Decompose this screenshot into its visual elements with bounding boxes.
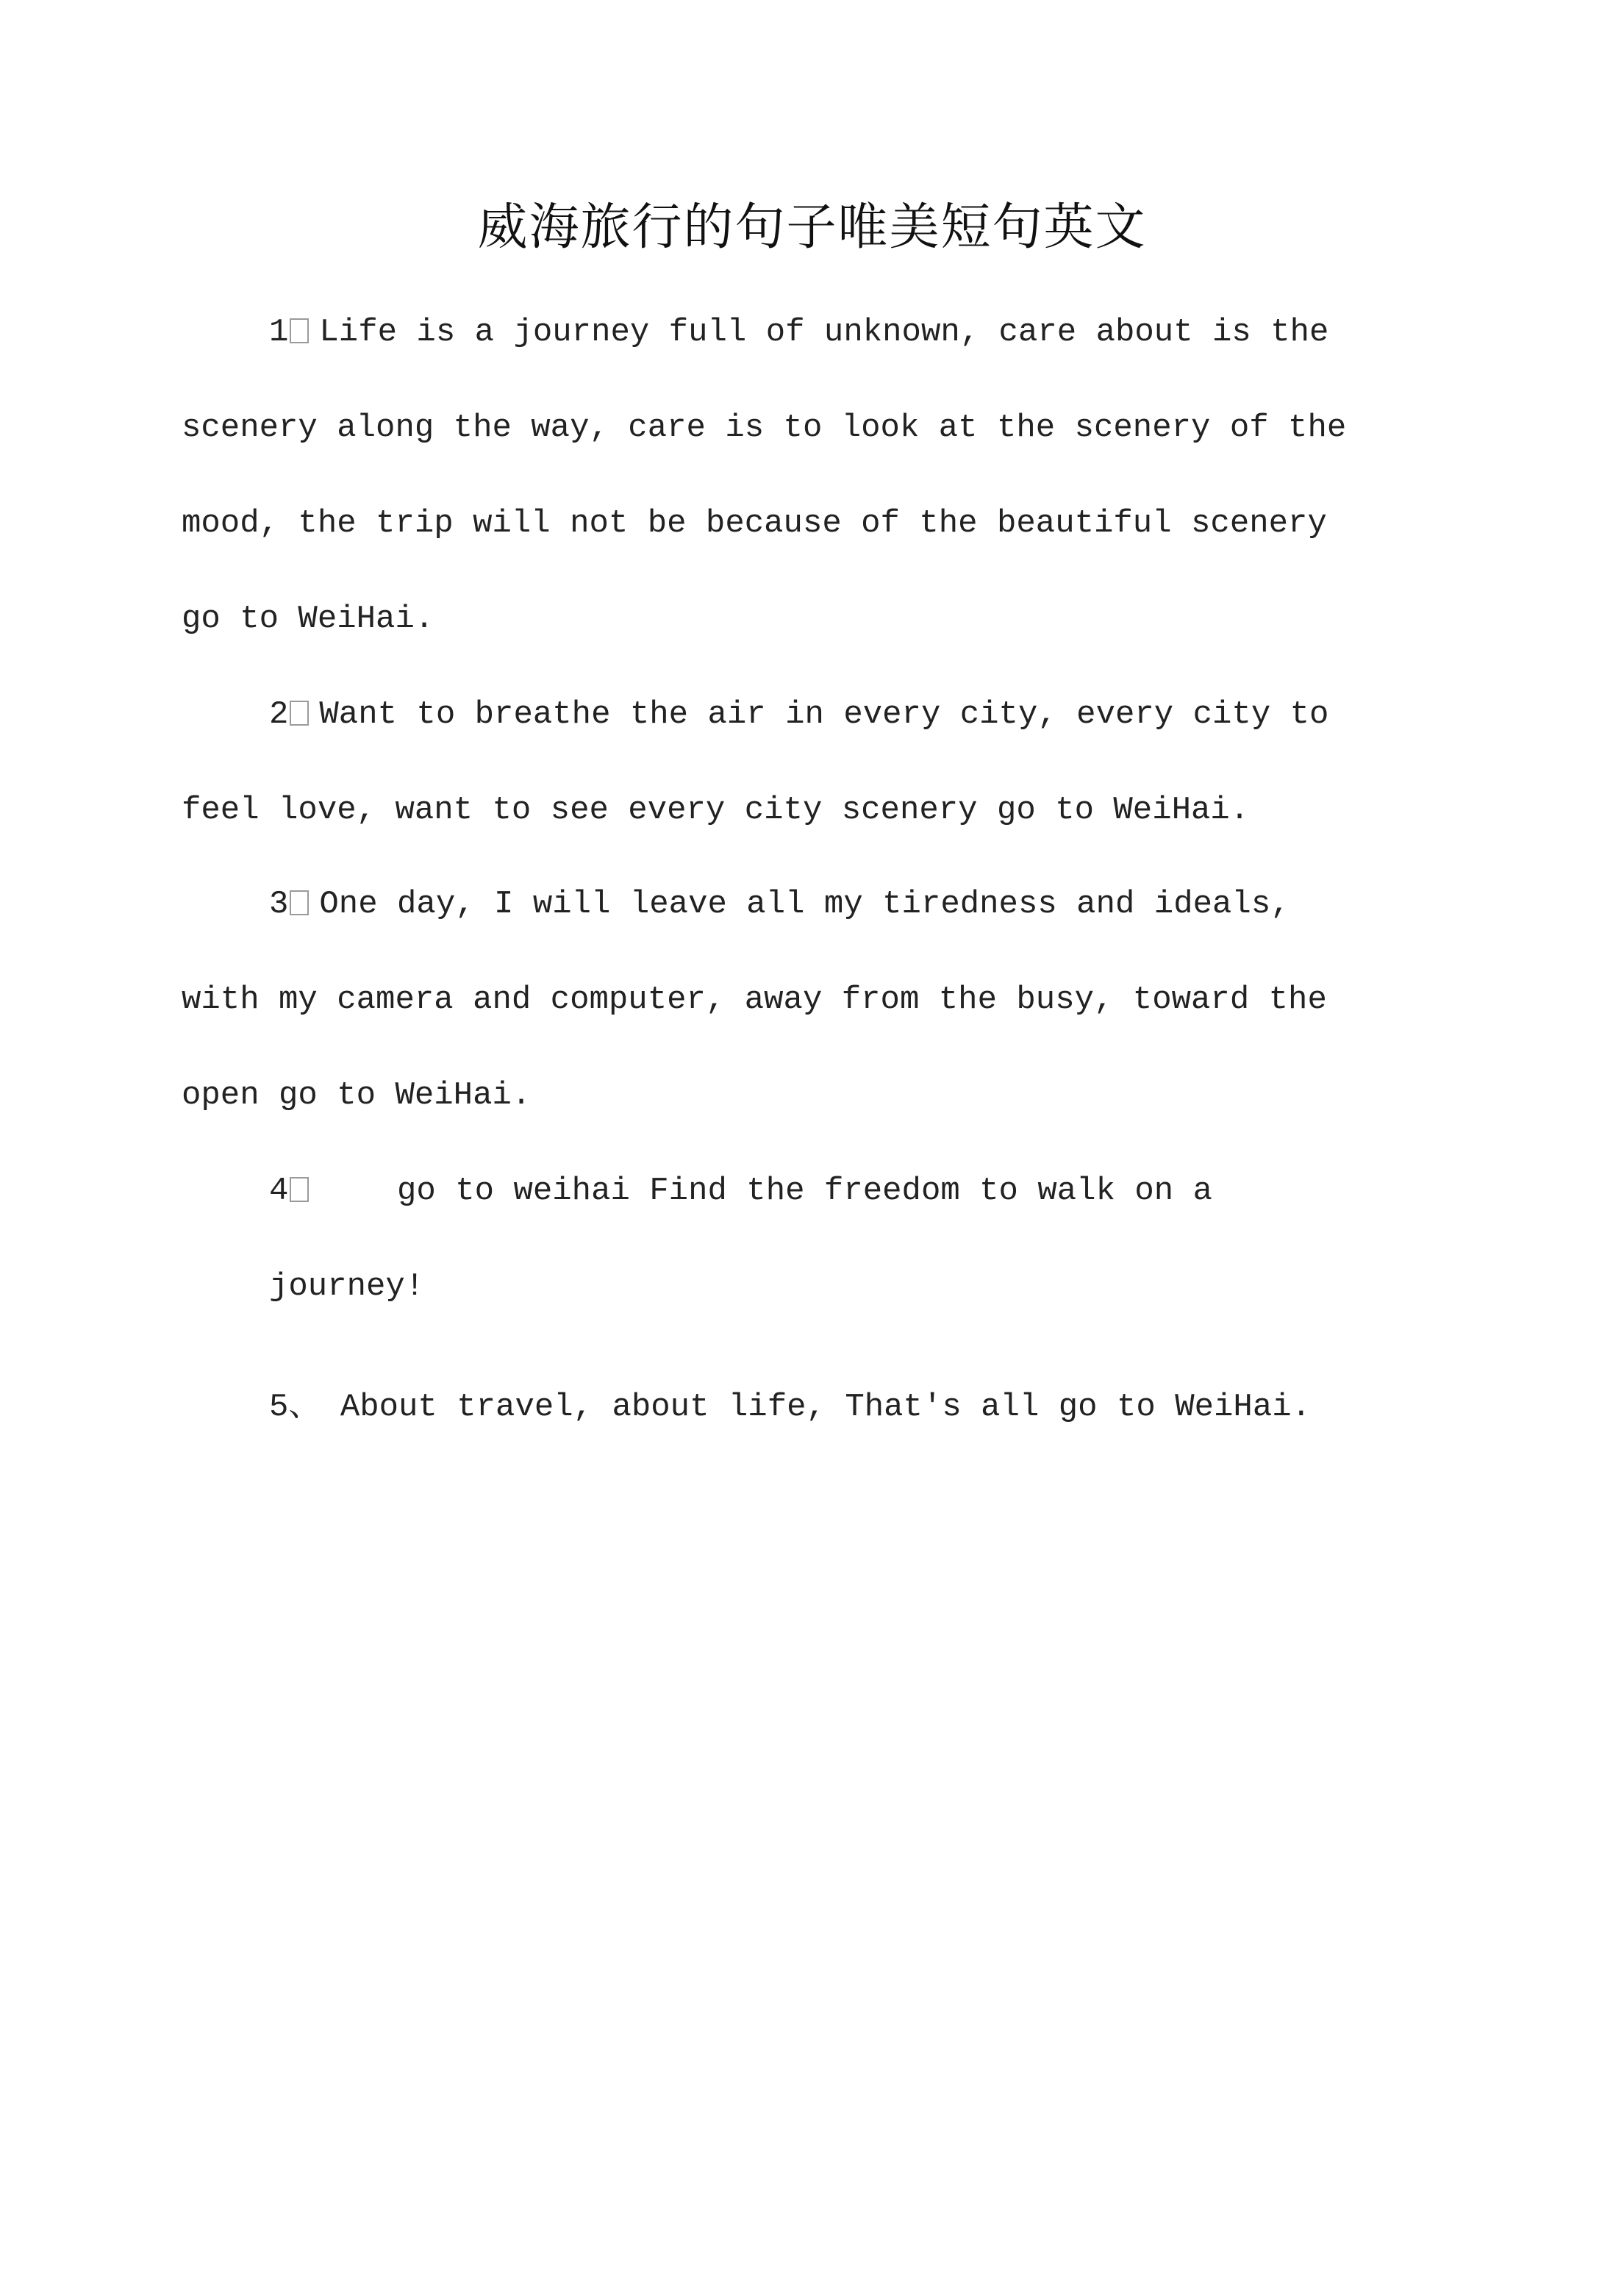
item-5-line-1: About travel, about life, That's all go to WeiHai. (340, 1389, 1312, 1426)
item-2-marker-glyph (290, 701, 309, 726)
item-4-line-1: go to weihai Find the freedom to walk on a (319, 1173, 1213, 1209)
item-3-line-1: One day, I will leave all my tiredness and ideals, (319, 886, 1290, 923)
item-1-line-1: Life is a journey full of unknown, care about is the (319, 314, 1329, 351)
item-2-first-line (269, 693, 1328, 737)
item-1-first-line (269, 310, 1328, 354)
item-5-line (269, 1385, 1311, 1429)
item-2-line-2: feel love, want to see every city scenery go to WeiHai. (182, 792, 1250, 829)
item-4-number: 4 (269, 1173, 289, 1209)
item-4-marker-glyph (290, 1177, 309, 1202)
item-1-number: 1 (269, 314, 289, 351)
item-3-line-3: open go to WeiHai. (182, 1077, 532, 1114)
item-1-marker-glyph (290, 318, 309, 343)
item-3-number: 3 (269, 886, 289, 923)
item-3-line-2: with my camera and computer, away from the busy, toward the (182, 981, 1327, 1018)
item-5-number: 5、 (269, 1389, 321, 1426)
item-1-line-4: go to WeiHai. (182, 601, 434, 637)
document-title: 威海旅行的句子唯美短句英文 (477, 199, 1147, 257)
item-3-marker-glyph (290, 890, 309, 915)
item-3-first-line (269, 882, 1290, 926)
item-1-line-2: scenery along the way, care is to look at the scenery of the (182, 410, 1347, 446)
item-4-first-line (269, 1169, 1212, 1213)
item-1-line-3: mood, the trip will not be because of the beautiful scenery (182, 505, 1327, 542)
item-2-number: 2 (269, 696, 289, 733)
item-2-line-1: Want to breathe the air in every city, every city to (319, 696, 1329, 733)
item-4-line-2: journey! (269, 1268, 425, 1305)
